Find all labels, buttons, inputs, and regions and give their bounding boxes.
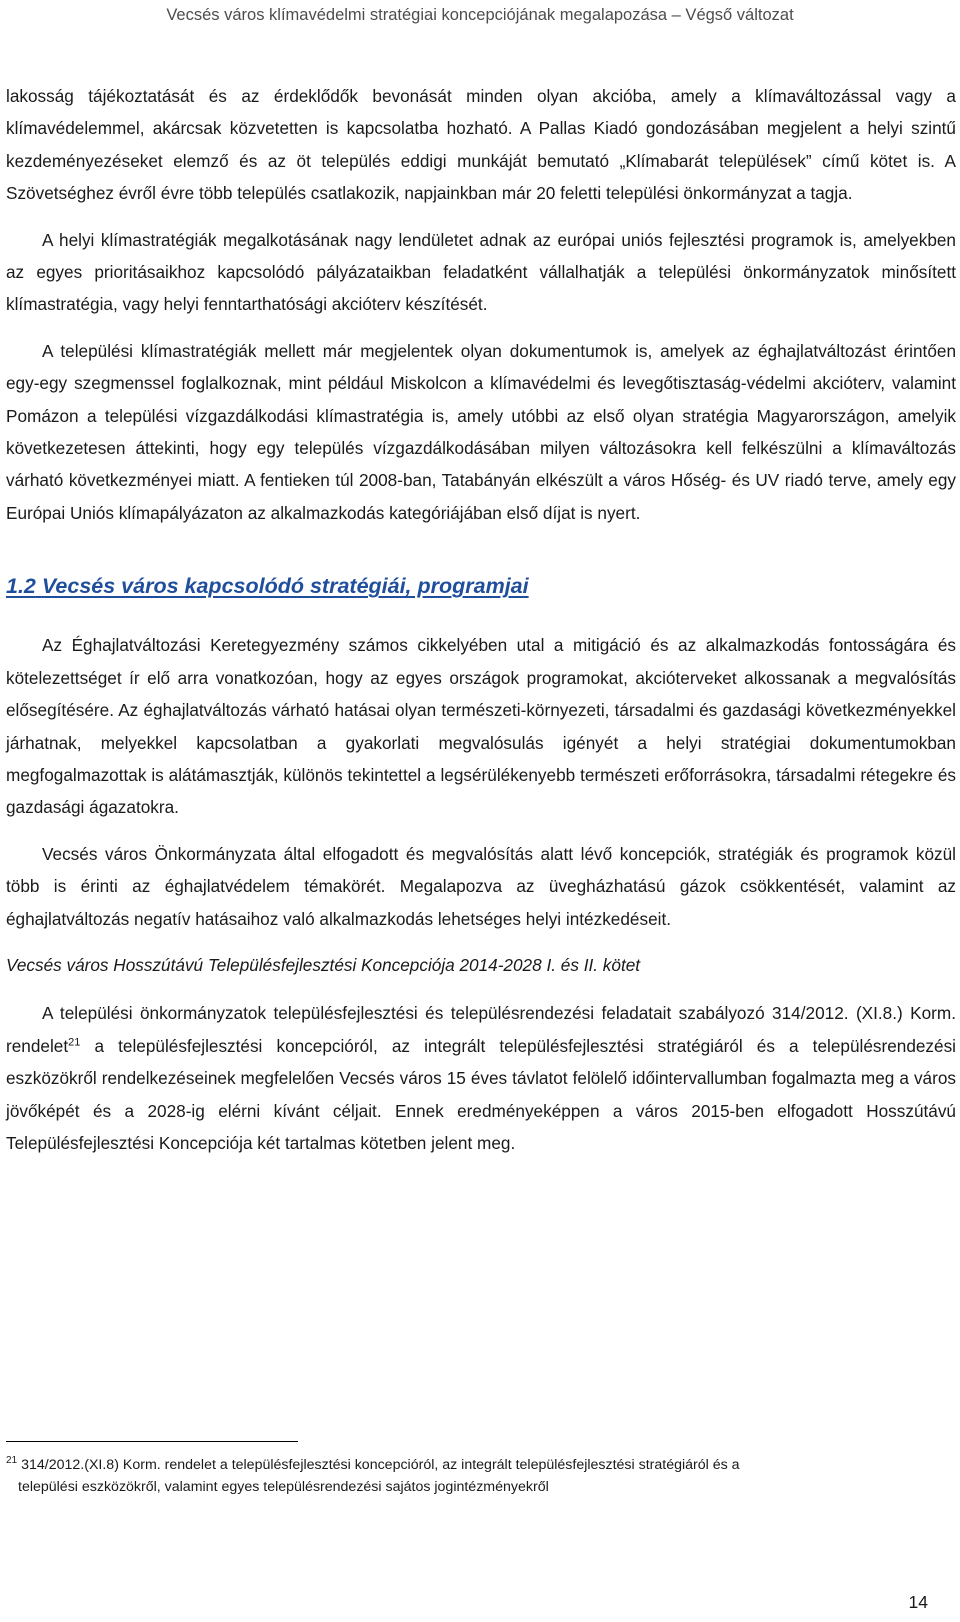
- section-title: Vecsés város kapcsolódó stratégiái, programjai: [41, 574, 529, 599]
- paragraph-eu-programs: A helyi klímastratégiák megalkotásának nagy lendületet adnak az európai uniós fejlesztési programok is, amelyekben az egyes prioritásaikhoz kapcsolódó pályázataikban feladatként vállalhatják a települési önkormányzatok minősített klímastratégia, vagy helyi fenntarthatósági akcióterv készítését.: [6, 229, 956, 315]
- footnote-text-line-1: 314/2012.(XI.8) Korm. rendelet a településfejlesztési koncepcióról, az integrált településfejlesztési stratégiáról és a: [21, 1457, 740, 1473]
- footnote-reference[interactable]: 21: [68, 1036, 81, 1049]
- paragraph-climate-alliance: lakosság tájékoztatását és az érdeklődők bevonását minden olyan akcióba, amely a klímaváltozással vagy a klímavédelemmel, akárcsak közvetetten is kapcsolatba hozható. A Pallas Kiadó gondozásában megjelent a helyi szintű kezdeményezéseket elemző és az öt település eddigi munkáját bemutató „Klímabarát települések” című kötet is. A Szövetséghez évről évre több település csatlakozik, napjainkban már 20 feletti települési önkormányzat a tagja.: [6, 86, 956, 204]
- document-subtitle: Vecsés város Hosszútávú Településfejlesztési Koncepciója 2014-2028 I. és II. kötet: [6, 954, 641, 975]
- paragraph-development-concept: [6, 997, 956, 1159]
- footnote-separator: [6, 1441, 298, 1442]
- running-header: Vecsés város klímavédelmi stratégiai koncepciójának megalapozása – Végső változat: [166, 6, 794, 24]
- section-number: 1.2: [6, 574, 36, 599]
- paragraph-local-government: Vecsés város Önkormányzata által elfogadott és megvalósítás alatt lévő koncepciók, stratégiák és programok közül több is érinti az éghajlatvédelem témakörét. Megalapozva az üvegházhatású gázok csökkentését, valamint az éghajlatváltozás negatív hatásaihoz való alkalmazkodás lehetséges helyi intézkedéseit.: [6, 843, 956, 929]
- paragraph-text-part-2: a településfejlesztési koncepcióról, az integrált településfejlesztési stratégiáról és a településrendezési eszközökről rendelkezéseinek megfelelően Vecsés város 15 éves távlatot felölelő időintervallumban fogalmazta meg a város jövőképét és a 2028-ig elérni kívánt céljait. Ennek eredményeképpen a város 2015-ben elfogadott Hosszútávú Településfejlesztési Koncepciója két tartalmas kötetben jelent meg.: [6, 1035, 956, 1153]
- document-body: [6, 80, 956, 1173]
- paragraph-text-part-1: A települési önkormányzatok településfejlesztési és településrendezési feladatait szabályozó 314/2012. (XI.8.) Korm. rendelet: [6, 1003, 956, 1056]
- footnote-number: 21: [6, 1455, 18, 1467]
- page-number: 14: [908, 1592, 928, 1612]
- footnote: [6, 1454, 906, 1498]
- paragraph-framework-convention: Az Éghajlatváltozási Keretegyezmény számos cikkelyében utal a mitigáció és az alkalmazkodás fontosságára és kötelezettséget ír elő arra vonatkozóan, hogy az egyes országok programokat, akcióterveket alkossanak a megvalósítás elősegítésére. Az éghajlatváltozás várható hatásai olyan természeti-környezeti, társadalmi és gazdasági következményekkel járhatnak, melyekkel kapcsolatban a gyakorlati megvalósulás igényét a helyi stratégiai dokumentumokban megfogalmazottak is alátámasztják, különös tekintettel a legsérülékenyebb természeti erőforrásokra, társadalmi rétegekre és gazdasági ágazatokra.: [6, 635, 956, 818]
- section-heading: [6, 571, 956, 601]
- footnote-text-line-2: települési eszközökről, valamint egyes településrendezési sajátos jogintézményekről: [18, 1479, 549, 1495]
- paragraph-other-documents: A települési klímastratégiák mellett már megjelentek olyan dokumentumok is, amelyek az éghajlatváltozást érintően egy-egy szegmenssel foglalkoznak, mint például Miskolcon a klímavédelmi és levegőtisztaság-védelmi akcióterv, valamint Pomázon a települési vízgazdálkodási klímastratégia is, amely utóbbi az első olyan stratégia Magyarországon, amelyik következetesen áttekinti, hogy egy település vízgazdálkodásában milyen változásokra kell felkészülni a klímaváltozás várható következményei miatt. A fentieken túl 2008-ban, Tatabányán elkészült a város Hőség- és UV riadó terve, amely egy Európai Uniós klímapályázaton az alkalmazkodás kategóriájában első díjat is nyert.: [6, 340, 956, 523]
